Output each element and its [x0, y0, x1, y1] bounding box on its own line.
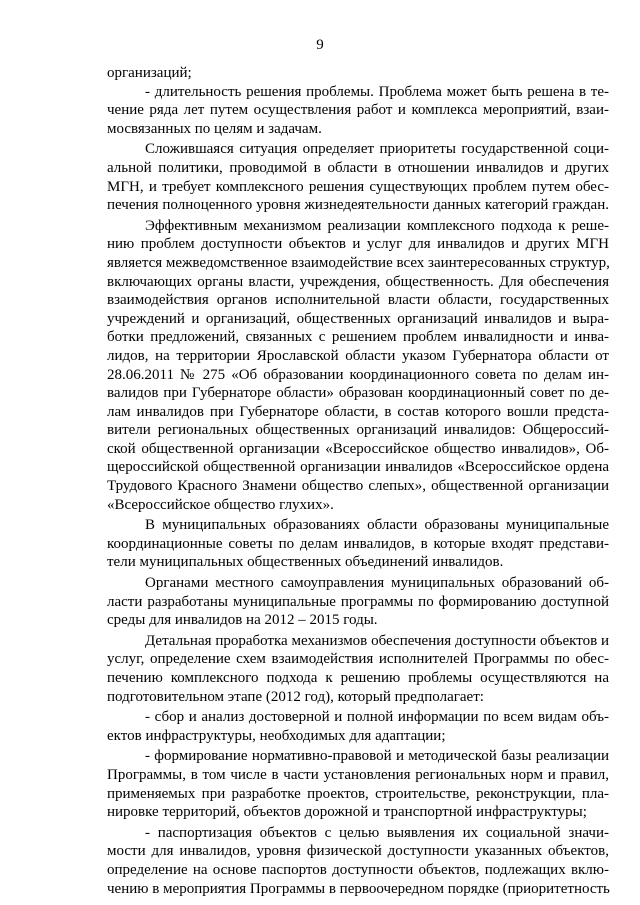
- text-line: нию проблем доступности объектов и услуг для инвалидов и других МГН: [107, 236, 609, 253]
- text-line: альной политики, проводимой в области в отношении инвалидов и других: [107, 159, 609, 176]
- text-line: координационные советы по делам инвалидов, в которые входят представи-: [107, 535, 609, 552]
- text-line: применяемых при разработке проектов, строительстве, реконструкции, пла-: [107, 785, 609, 802]
- text-line: определение на основе паспортов доступности объектов, подлежащих вклю-: [107, 861, 609, 878]
- text-line: подготовительном этапе (2012 год), который предполагает:: [107, 688, 484, 705]
- text-line: вители региональных общественных организаций инвалидов: Общероссий-: [107, 422, 609, 439]
- text-line: услуг, определение схем взаимодействия исполнителей Программы по обес-: [107, 651, 609, 668]
- text-line: лидов, на территории Ярославской области указом Губернатора области от: [107, 347, 609, 364]
- text-line: является межведомственное взаимодействие всех заинтересованных структур,: [107, 254, 610, 271]
- text-line: Программы, в том числе в части установления региональных норм и правил,: [107, 766, 609, 783]
- text-line: чение ряда лет путем осуществления работ и комплекса мероприятий, взаи-: [107, 102, 609, 119]
- text-line: - длительность решения проблемы. Проблема может быть решена в те-: [145, 83, 609, 100]
- text-line: щероссийской общественной организации инвалидов «Всероссийское ордена: [107, 459, 609, 476]
- text-line: 28.06.2011 № 275 «Об образовании координационного совета по делам ин-: [107, 366, 609, 383]
- text-line: - сбор и анализ достоверной и полной информации по всем видам объ-: [145, 709, 609, 726]
- text-line: «Всероссийское общество глухих».: [107, 496, 334, 513]
- text-line: Эффективным механизмом реализации комплексного подхода к реше-: [145, 217, 609, 234]
- text-line: ласти разработаны муниципальные программы по формированию доступной: [107, 593, 609, 610]
- text-line: ектов инфраструктуры, необходимых для адаптации;: [107, 727, 446, 744]
- text-line: включающих органы власти, учреждения, общественность. Для обеспечения: [107, 273, 609, 290]
- text-line: Трудового Красного Знамени общество слепых», общественной организации: [107, 478, 609, 495]
- text-line: чению в мероприятия Программы в первоочередном порядке (приоритетность: [107, 880, 610, 897]
- text-line: В муниципальных образованиях области образованы муниципальные: [145, 517, 609, 534]
- text-line: учреждений и организаций, общественных организаций инвалидов и выра-: [107, 310, 609, 327]
- text-line: организаций;: [107, 65, 192, 81]
- text-line: печению комплексного подхода к решению проблемы осуществляются на: [107, 670, 609, 686]
- text-line: тели муниципальных общественных объединений инвалидов.: [107, 554, 504, 571]
- text-line: Детальная проработка механизмов обеспечения доступности объектов и: [145, 632, 609, 649]
- text-line: взаимодействия органов исполнительной власти области, государственных: [107, 292, 609, 309]
- body-text: [107, 64, 609, 898]
- text-line: лам инвалидов при Губернаторе области, в состав которого вошли предста-: [107, 403, 609, 420]
- text-line: нировке территорий, объектов дорожной и транспортной инфраструктуры;: [107, 804, 587, 821]
- text-line: - формирование нормативно-правовой и методической базы реализации: [145, 748, 609, 765]
- page-number: 9: [316, 37, 324, 53]
- text-line: МГН, и требует комплексного решения существующих проблем путем обес-: [107, 178, 609, 195]
- text-line: ботки предложений, связанных с решением проблем инвалидности и инва-: [107, 329, 609, 346]
- text-line: - паспортизация объектов с целью выявления их социальной значи-: [145, 824, 609, 841]
- text-line: валидов при Губернаторе области» образован координационный совет по де-: [107, 385, 609, 402]
- text-line: ской общественной организации «Всероссийское общество инвалидов», Об-: [107, 440, 609, 457]
- text-line: Сложившаяся ситуация определяет приоритеты государственной соци-: [145, 141, 609, 158]
- text-line: Органами местного самоуправления муниципальных образований об-: [145, 575, 609, 592]
- text-line: мости для инвалидов, уровня физической доступности указанных объектов,: [107, 843, 609, 860]
- text-line: печения полноценного уровня жизнедеятельности данных категорий граждан.: [107, 197, 609, 214]
- text-line: мосвязанных по целям и задачам.: [107, 120, 322, 137]
- text-line: среды для инвалидов на 2012 – 2015 годы.: [107, 612, 378, 629]
